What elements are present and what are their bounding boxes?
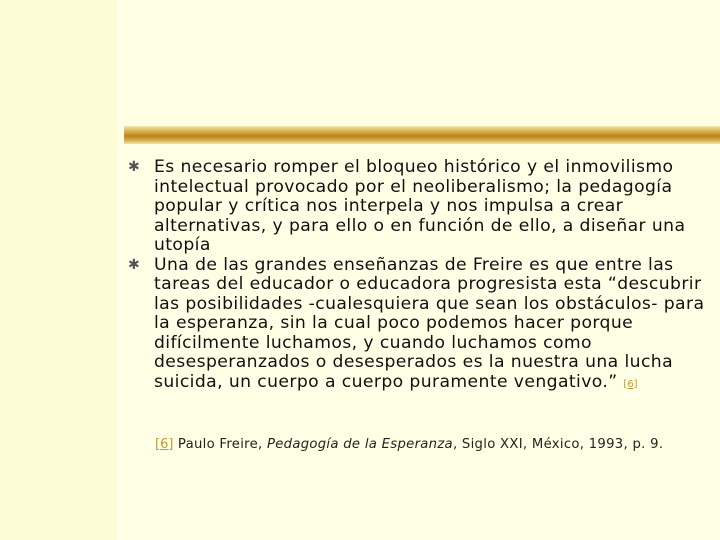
footnote-book-title: Pedagogía de la Esperanza xyxy=(267,437,453,452)
left-decorative-band xyxy=(0,0,117,540)
footnote-anchor-link[interactable]: [6] xyxy=(155,437,174,452)
bullet-item xyxy=(128,158,718,256)
footnote xyxy=(155,437,710,453)
title-divider-bar xyxy=(124,126,720,144)
bullet-star-icon: ✱ xyxy=(128,256,141,273)
bullet-star-icon: ✱ xyxy=(128,159,141,175)
bullet-list xyxy=(128,158,718,394)
footnote-details: , Siglo XXI, México, 1993, p. 9. xyxy=(452,437,664,452)
bullet-text: Una de las grandes enseñanzas de Freire es que entre las tareas del educador o educadora progresista esta “descubrir las posibilidades -cualesquiera que sean los obstáculos- para la esperanza, sin la cual poco podemos hacer porque difícilmente luchamos, y cuando luchamos como desesperanzados o desesperados es la nuestra una lucha suicida, un cuerpo a cuerpo puramente vengativo.” xyxy=(154,254,705,392)
bullet-text: Es necesario romper el bloqueo histórico y el inmovilismo intelectual provocado por el neoliberalismo; la pedagogía popular y crítica nos interpela y nos impulsa a crear alternativas, y para ello o en función de ello, a diseñar una utopía xyxy=(154,157,686,255)
footnote-author: Paulo Freire, xyxy=(173,437,267,452)
footnote-ref-link[interactable]: [6] xyxy=(623,378,638,390)
bullet-item xyxy=(128,256,718,395)
